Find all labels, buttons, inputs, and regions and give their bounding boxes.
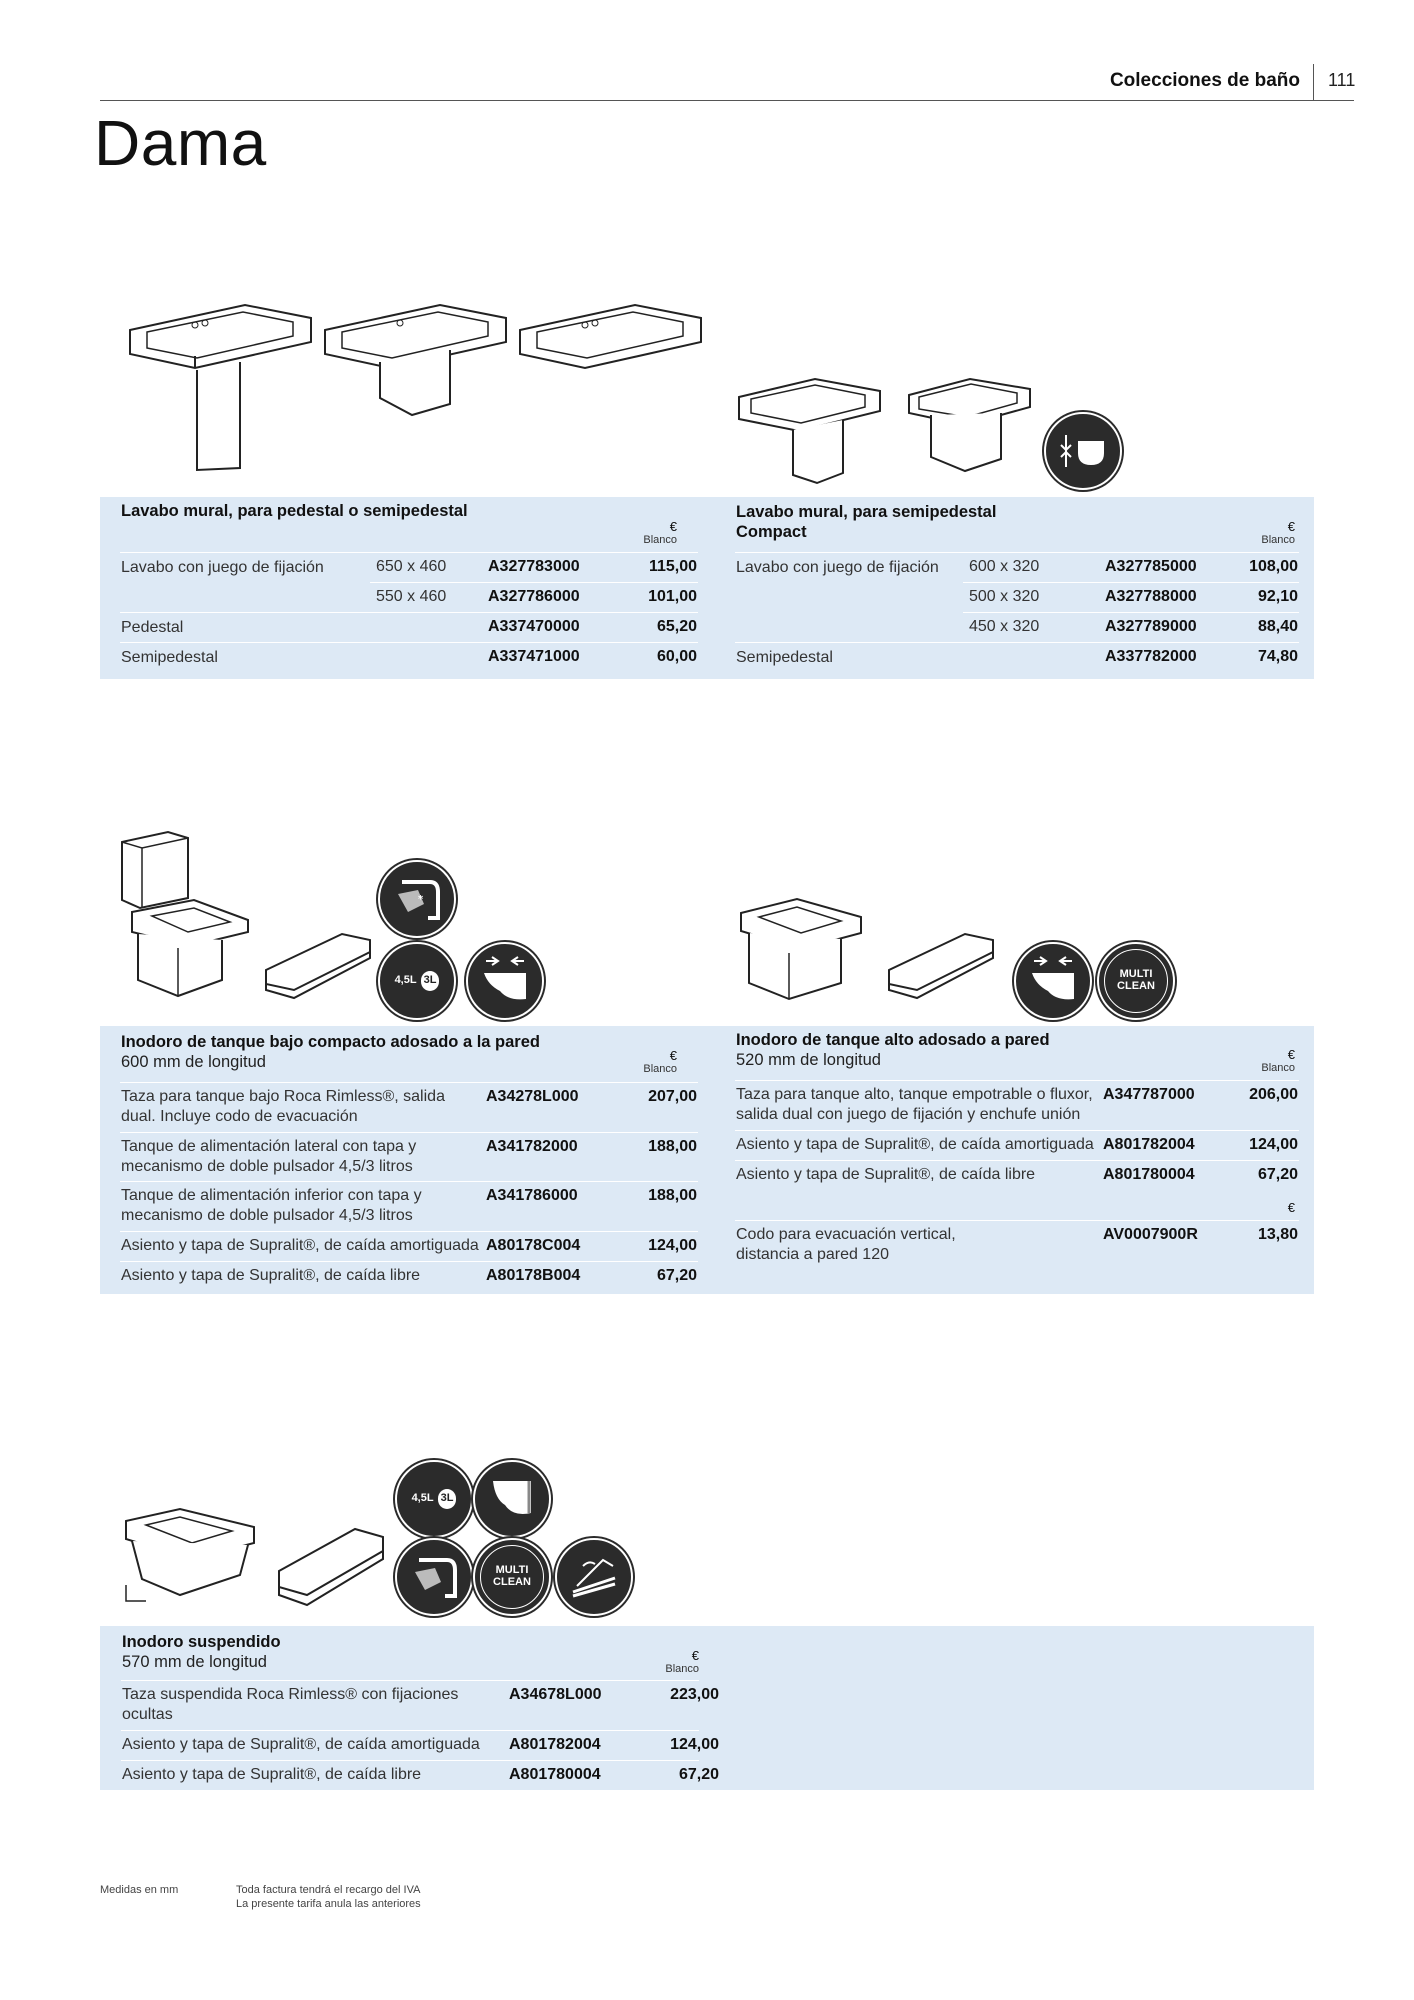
basin-wall-illustration (515, 300, 705, 380)
currency-label: € (669, 519, 677, 534)
collection-title: Dama (94, 107, 267, 179)
row-desc: Tanque de alimentación inferior con tapa y (121, 1187, 422, 1204)
row-code: A337470000 (488, 618, 580, 635)
row-desc: Semipedestal (121, 649, 218, 666)
concealed-fixings-icon (473, 1460, 551, 1538)
dual-flush-icon: 4,5L 3L (378, 942, 456, 1020)
basin-semipedestal-illustration (320, 300, 510, 425)
currency-label: € (669, 1048, 677, 1063)
rimless-icon-2 (395, 1538, 473, 1616)
panel-title-2: Compact (736, 523, 807, 541)
row-desc: Asiento y tapa de Supralit®, de caída libre (121, 1267, 421, 1284)
panel-wall-hung-toilet (100, 1626, 1314, 1790)
finish-label: Blanco (665, 1663, 699, 1675)
row-desc: Lavabo con juego de fijación (121, 559, 324, 576)
finish-label: Blanco (1261, 1062, 1295, 1074)
row-price: 115,00 (648, 558, 697, 575)
row-code: AV0007900R (1103, 1226, 1198, 1243)
row-desc: Tanque de alimentación lateral con tapa y (121, 1138, 417, 1155)
row-price: 124,00 (648, 1237, 697, 1254)
finish-label: Blanco (643, 1063, 677, 1075)
panel-title: Inodoro suspendido (122, 1633, 281, 1651)
toilet-seat-illustration (262, 930, 374, 1002)
currency-label: € (691, 1648, 699, 1663)
panel-compact-basin (713, 497, 1314, 679)
toilet-seat-illustration-3 (275, 1525, 387, 1610)
dual-flush-icon-2: 4,5L 3L (395, 1460, 473, 1538)
row-price: 67,20 (656, 1267, 697, 1284)
row-desc: Lavabo con juego de fijación (736, 559, 939, 576)
compact-icon (1044, 412, 1122, 490)
back-to-wall-toilet-illustration (737, 895, 865, 1005)
row-desc-2: mecanismo de doble pulsador 4,5/3 litros (121, 1158, 413, 1175)
row-code: A801782004 (1103, 1136, 1195, 1153)
row-desc-2: ocultas (122, 1706, 173, 1723)
row-desc-2: distancia a pared 120 (736, 1246, 889, 1263)
row-desc-2: dual. Incluye codo de evacuación (121, 1108, 358, 1125)
row-desc: Asiento y tapa de Supralit®, de caída amortiguada (122, 1736, 480, 1753)
compact-basin-illustration (905, 375, 1035, 480)
footer-measurements-note: Medidas en mm (100, 1884, 179, 1896)
footer-vat-note: Toda factura tendrá el recargo del IVA (236, 1884, 421, 1896)
page-number: 111 (1328, 70, 1356, 90)
row-desc: Asiento y tapa de Supralit®, de caída amortiguada (736, 1136, 1094, 1153)
panel-subtitle: 570 mm de longitud (122, 1653, 267, 1671)
soft-close-icon (555, 1538, 633, 1616)
row-price: 92,10 (1257, 588, 1298, 605)
row-desc: Pedestal (121, 619, 184, 636)
row-code: A341786000 (486, 1187, 578, 1204)
currency-label: € (1287, 1047, 1295, 1062)
panel-title: Inodoro de tanque alto adosado a pared (736, 1031, 1050, 1049)
row-desc: Semipedestal (736, 649, 833, 666)
row-desc: Asiento y tapa de Supralit®, de caída libre (736, 1166, 1036, 1183)
row-code: A341782000 (486, 1138, 578, 1155)
row-price: 206,00 (1249, 1086, 1298, 1103)
row-price: 65,20 (656, 618, 697, 635)
row-price: 74,80 (1257, 648, 1298, 665)
row-code: A337782000 (1105, 648, 1197, 665)
row-code: A801780004 (1103, 1166, 1195, 1183)
row-price: 67,20 (1257, 1166, 1298, 1183)
row-code: A801782004 (509, 1736, 601, 1753)
row-desc-2: salida dual con juego de fijación y enchufe unión (736, 1106, 1081, 1123)
footer-tariff-note: La presente tarifa anula las anteriores (236, 1898, 421, 1910)
panel-basin-pedestal (100, 497, 713, 679)
section-title: Colecciones de baño (1109, 70, 1300, 91)
row-price: 124,00 (1249, 1136, 1298, 1153)
panel-close-coupled-toilet (100, 1026, 713, 1294)
row-code: A327785000 (1105, 558, 1197, 575)
row-dim: 650 x 460 (376, 558, 447, 575)
row-price: 67,20 (678, 1766, 719, 1783)
row-price: 188,00 (648, 1138, 697, 1155)
row-dim: 500 x 320 (969, 588, 1040, 605)
row-dim: 550 x 460 (376, 588, 447, 605)
multiclean-icon: MULTI CLEAN (1097, 942, 1175, 1020)
row-code: A327788000 (1105, 588, 1197, 605)
currency-label-2: € (1287, 1200, 1295, 1215)
row-code: A327786000 (488, 588, 580, 605)
row-code: A347787000 (1103, 1086, 1195, 1103)
row-code: A34678L000 (509, 1686, 602, 1703)
row-code: A80178C004 (486, 1237, 581, 1254)
rimless-icon (378, 860, 456, 938)
panel-back-to-wall-toilet (713, 1026, 1314, 1294)
svg-text:*: * (418, 894, 424, 905)
row-price: 13,80 (1257, 1226, 1298, 1243)
panel-title: Lavabo mural, para semipedestal (736, 503, 997, 521)
row-price: 108,00 (1249, 558, 1298, 575)
header-rule (100, 100, 1354, 101)
compact-basin-semipedestal-illustration (735, 375, 885, 485)
row-code: A327783000 (488, 558, 580, 575)
row-price: 188,00 (648, 1187, 697, 1204)
basin-pedestal-illustration (125, 300, 315, 475)
row-code: A801780004 (509, 1766, 601, 1783)
panel-subtitle: 520 mm de longitud (736, 1051, 881, 1069)
row-desc: Taza para tanque alto, tanque empotrable o fluxor, (736, 1086, 1093, 1103)
row-price: 207,00 (648, 1088, 697, 1105)
wall-fit-icon-2 (1014, 942, 1092, 1020)
multiclean-icon-2: MULTI CLEAN (473, 1538, 551, 1616)
row-price: 60,00 (656, 648, 697, 665)
panel-subtitle: 600 mm de longitud (121, 1053, 266, 1071)
finish-label: Blanco (643, 534, 677, 546)
panel-title: Inodoro de tanque bajo compacto adosado a la pared (121, 1033, 540, 1051)
row-price: 101,00 (648, 588, 697, 605)
row-price: 124,00 (670, 1736, 719, 1753)
currency-label: € (1287, 519, 1295, 534)
row-desc: Codo para evacuación vertical, (736, 1226, 956, 1243)
row-desc: Taza suspendida Roca Rimless® con fijaciones (122, 1686, 459, 1703)
row-desc: Taza para tanque bajo Roca Rimless®, salida (121, 1088, 445, 1105)
row-code: A80178B004 (486, 1267, 581, 1284)
toilet-seat-illustration-2 (885, 930, 997, 1002)
wall-fit-icon (466, 942, 544, 1020)
row-code: A337471000 (488, 648, 580, 665)
row-code: A327789000 (1105, 618, 1197, 635)
panel-title: Lavabo mural, para pedestal o semipedestal (121, 502, 468, 520)
row-price: 88,40 (1257, 618, 1298, 635)
row-dim: 600 x 320 (969, 558, 1040, 575)
wall-hung-toilet-illustration (120, 1505, 260, 1605)
header-separator (1313, 64, 1314, 100)
row-dim: 450 x 320 (969, 618, 1040, 635)
row-desc-2: mecanismo de doble pulsador 4,5/3 litros (121, 1207, 413, 1224)
finish-label: Blanco (1261, 534, 1295, 546)
close-coupled-toilet-illustration (118, 828, 258, 998)
row-desc: Asiento y tapa de Supralit®, de caída amortiguada (121, 1237, 479, 1254)
row-code: A34278L000 (486, 1088, 579, 1105)
row-price: 223,00 (670, 1686, 719, 1703)
row-desc: Asiento y tapa de Supralit®, de caída libre (122, 1766, 422, 1783)
